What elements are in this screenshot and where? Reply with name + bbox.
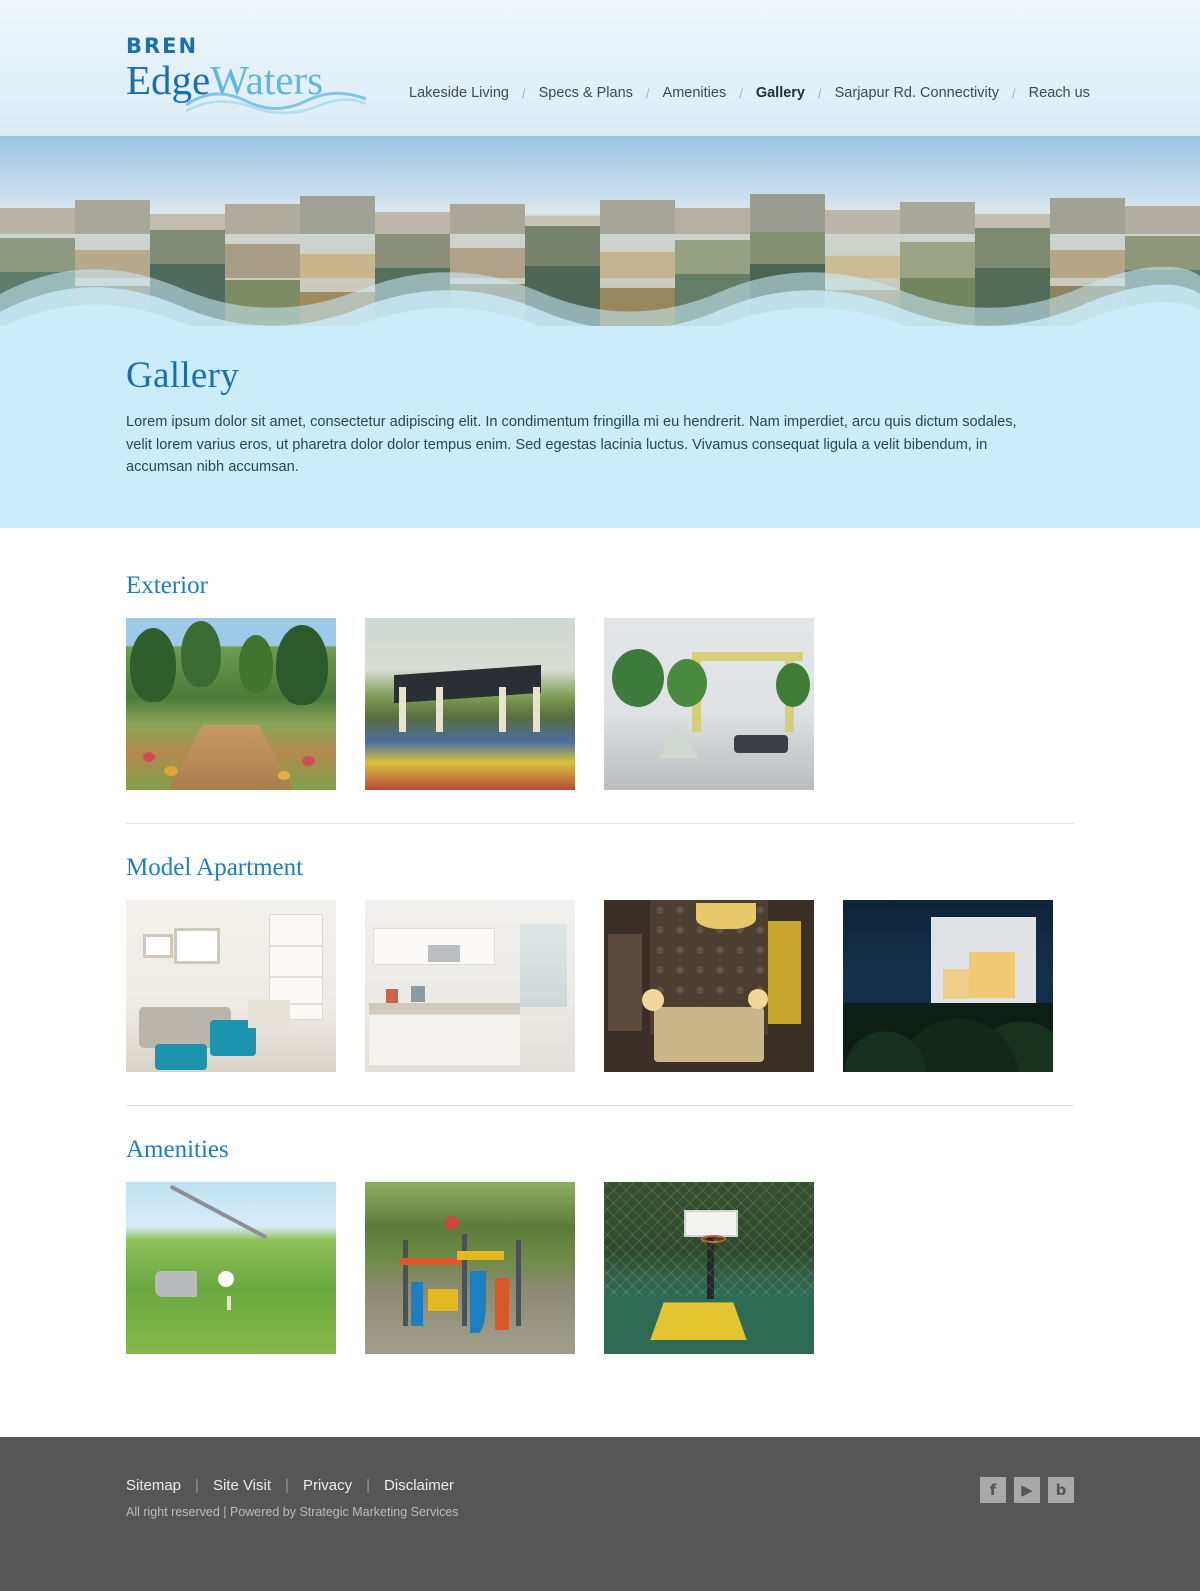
gallery-thumb-basketball-court[interactable] [604,1182,814,1354]
wave-divider [0,254,1200,326]
footer-copyright: All right reserved | Powered by Strategic Marketing Services [126,1505,459,1519]
playground-image [365,1182,575,1354]
logo-brand-name: BREN [126,34,199,58]
footer-link-privacy[interactable]: Privacy [302,1477,353,1494]
youtube-icon[interactable]: ▶ [1014,1477,1040,1503]
footer-separator: | [195,1477,199,1494]
footer-links[interactable] [126,1477,454,1494]
facebook-icon[interactable]: f [980,1477,1006,1503]
thumbnail-row-exterior [126,618,1074,790]
gallery-thumb-golf-putting-green[interactable] [126,1182,336,1354]
nav-separator: / [521,85,526,101]
gallery-section-exterior [126,572,1074,790]
footer-link-disclaimer[interactable]: Disclaimer [384,1477,455,1494]
exterior-garden-image [126,618,336,790]
gallery-thumb-master-bedroom[interactable] [604,900,814,1072]
main-navigation[interactable] [406,85,1093,101]
bedroom-image [604,900,814,1072]
site-footer [0,1437,1200,1591]
hero-banner [0,136,1200,528]
cityscape-photo [0,136,1200,326]
thumbnail-row-model-apartment [126,900,1074,1072]
footer-separator: | [285,1477,289,1494]
gallery-content [0,528,1200,1354]
section-title-model-apartment: Model Apartment [126,854,304,881]
exterior-plaza-image [604,618,814,790]
nav-separator: / [1012,85,1016,101]
site-logo[interactable] [126,36,366,102]
gallery-thumb-entrance-plaza-fountain[interactable] [604,618,814,790]
logo-edge-text: Edge [126,57,211,103]
nav-item-reach-us[interactable]: Reach us [1028,85,1090,101]
nav-item-sarjapur-rd-connectivity[interactable]: Sarjapur Rd. Connectivity [834,85,1000,101]
nav-separator: / [645,85,650,101]
nav-item-specs-plans[interactable]: Specs & Plans [538,85,633,101]
section-divider [126,1105,1074,1106]
gallery-section-amenities [126,1136,1074,1354]
footer-link-site-visit[interactable]: Site Visit [212,1477,272,1494]
nav-separator: / [818,85,822,101]
nav-separator: / [739,85,743,101]
blogger-icon[interactable]: b [1048,1477,1074,1503]
section-title-exterior: Exterior [126,572,208,599]
footer-link-sitemap[interactable]: Sitemap [126,1477,182,1494]
footer-separator: | [366,1477,371,1494]
exterior-pavilion-image [365,618,575,790]
nav-item-gallery[interactable]: Gallery [755,85,805,101]
gallery-thumb-childrens-play-area[interactable] [365,1182,575,1354]
gallery-thumb-balcony-night-view[interactable] [843,900,1053,1072]
section-divider [126,823,1074,824]
section-title-amenities: Amenities [126,1136,229,1163]
balcony-night-image [843,900,1053,1072]
gallery-thumb-landscaped-garden-walkway[interactable] [126,618,336,790]
social-links[interactable] [980,1477,1074,1503]
page-title: Gallery [126,355,240,396]
thumbnail-row-amenities [126,1182,1074,1354]
page-intro-text: Lorem ipsum dolor sit amet, consectetur adipiscing elit. In condimentum fringilla mi eu hendrerit. Nam imperdiet, arcu quis dictum sodales, velit lorem varius eros, ut pharetra dolor dolor tempus enim. Sed egestas lacinia luctus. Vivamus consequat ligula a velit bibendum, in accumsan nibh accumsan. [126,414,1017,475]
site-header [0,0,1200,136]
logo-waters-text: Waters [210,57,324,103]
nav-item-amenities[interactable]: Amenities [662,85,727,101]
gallery-thumb-modular-kitchen[interactable] [365,900,575,1072]
golf-image [126,1182,336,1354]
gallery-section-model-apartment [126,854,1074,1072]
logo-project-name [126,59,366,102]
basketball-court-image [604,1182,814,1354]
living-room-image [126,900,336,1072]
gallery-thumb-living-room[interactable] [126,900,336,1072]
hero-content [126,354,1086,479]
kitchen-image [365,900,575,1072]
gallery-thumb-pavilion-seating-deck[interactable] [365,618,575,790]
nav-item-lakeside-living[interactable]: Lakeside Living [409,85,509,101]
